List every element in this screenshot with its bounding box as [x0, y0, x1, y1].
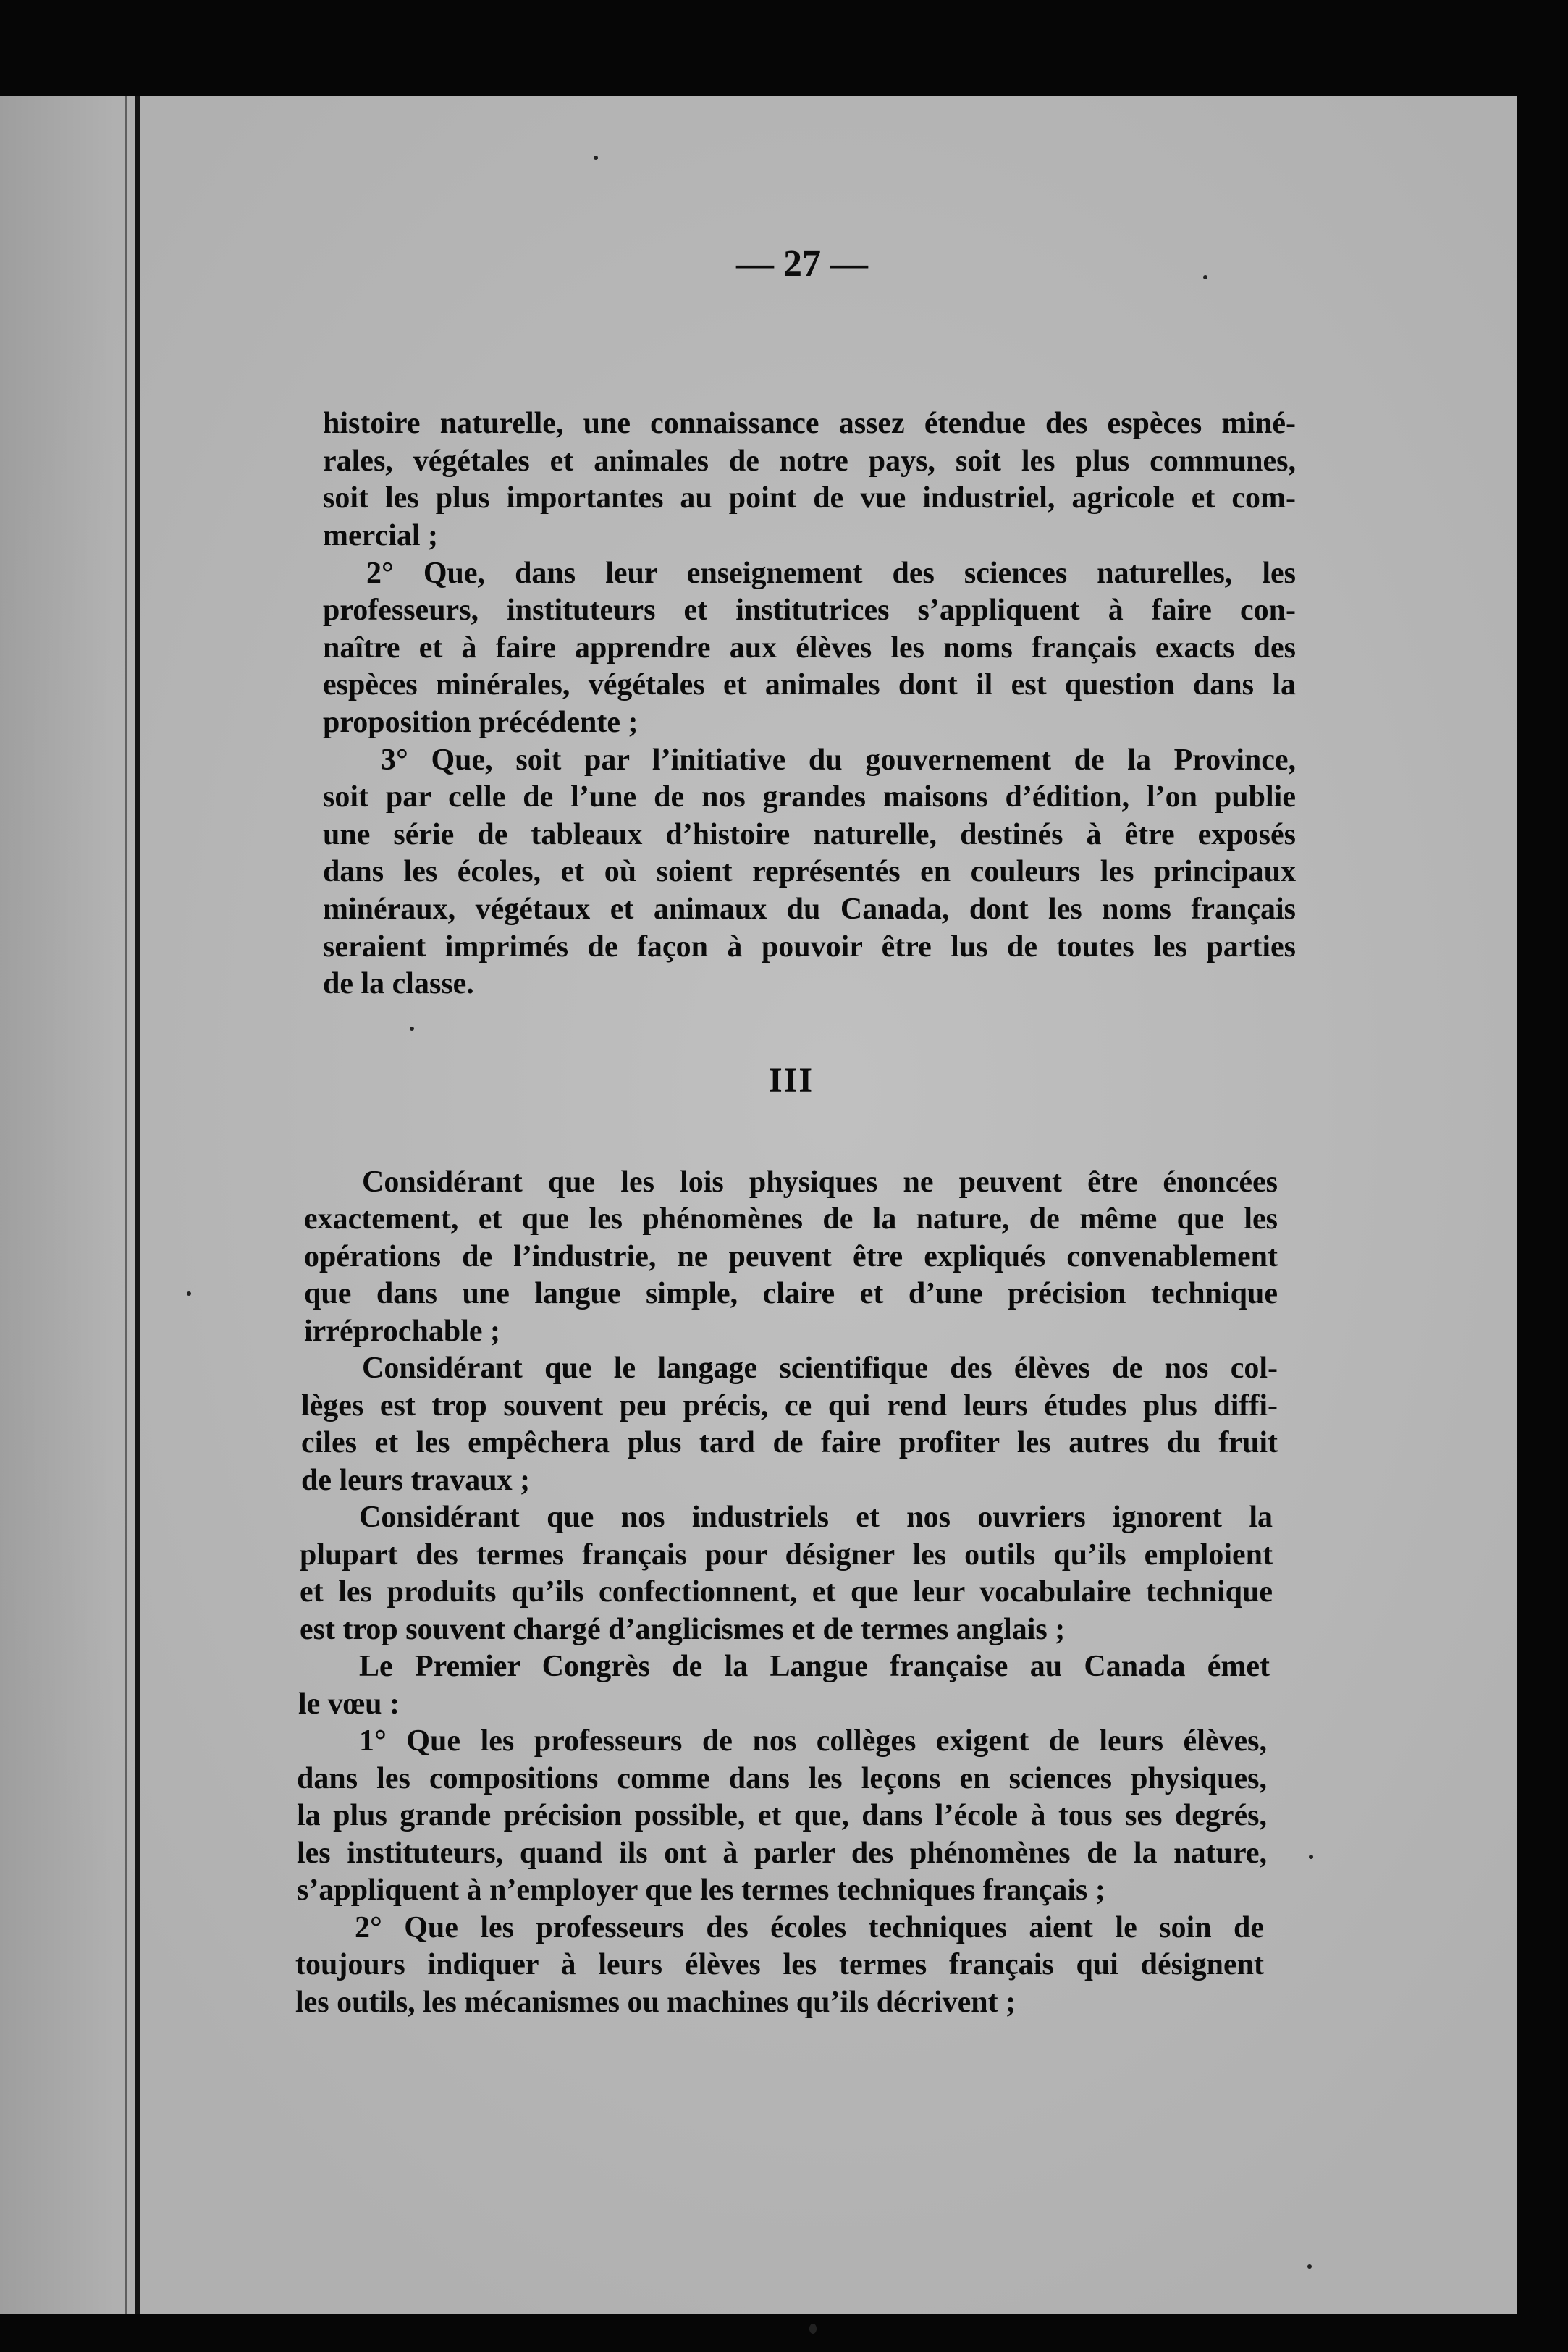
text-line: mercial ;: [323, 519, 438, 552]
page-number: — 27 —: [736, 243, 868, 284]
text-line: exactement, et que les phénomènes de la nature, de même que les: [304, 1202, 1278, 1236]
scan-speck: [1307, 2264, 1312, 2269]
text-line: s’appliquent à n’employer que les termes techniques français ;: [297, 1873, 1105, 1907]
binding-shadow: [125, 96, 127, 2314]
text-line: lèges est trop souvent peu précis, ce qui rend leurs études plus diffi-: [301, 1389, 1278, 1422]
text-line: une série de tableaux d’histoire naturelle, destinés à être exposés: [323, 818, 1296, 851]
scan-speck: [187, 1291, 191, 1296]
scan-speck: [1203, 275, 1207, 279]
text-line: toujours indiquer à leurs élèves les termes français qui désignent: [295, 1948, 1264, 1981]
text-line: histoire naturelle, une connaissance assez étendue des espèces miné-: [323, 407, 1296, 440]
scan-speck: [809, 2324, 817, 2334]
scan-speck: [594, 156, 598, 160]
text-line: et les produits qu’ils confectionnent, et que leur vocabulaire technique: [300, 1575, 1273, 1609]
text-line: la plus grande précision possible, et que, dans l’école à tous ses degrés,: [297, 1799, 1267, 1832]
text-line: ciles et les empêchera plus tard de faire profiter les autres du fruit: [301, 1426, 1278, 1459]
text-line: de la classe.: [323, 967, 474, 1000]
text-line: le vœu :: [298, 1687, 400, 1721]
text-line: professeurs, instituteurs et institutrices s’appliquent à faire con-: [323, 594, 1296, 627]
text-line: de leurs travaux ;: [301, 1464, 531, 1497]
text-line: les outils, les mécanismes ou machines qu’ils décrivent ;: [295, 1986, 1016, 2019]
text-line: minéraux, végétaux et animaux du Canada, dont les noms français: [323, 893, 1296, 926]
text-line: Considérant que les lois physiques ne peuvent être énoncées: [362, 1166, 1278, 1199]
text-line: Considérant que nos industriels et nos ouvriers ignorent la: [359, 1501, 1273, 1534]
text-line: dans les écoles, et où soient représentés en couleurs les principaux: [323, 855, 1296, 888]
binding-edge: [135, 96, 140, 2314]
text-line: irréprochable ;: [304, 1315, 500, 1348]
text-line: les instituteurs, quand ils ont à parler des phénomènes de la nature,: [297, 1837, 1267, 1870]
text-line: proposition précédente ;: [323, 706, 638, 739]
text-line: est trop souvent chargé d’anglicismes et de termes anglais ;: [300, 1613, 1066, 1646]
scan-speck: [410, 1027, 414, 1031]
text-line: que dans une langue simple, claire et d’une précision technique: [304, 1277, 1278, 1310]
scan-speck: [1309, 1855, 1313, 1859]
text-line: plupart des termes français pour désigner les outils qu’ils emploient: [300, 1538, 1273, 1572]
text-line: 3° Que, soit par l’initiative du gouvernement de la Province,: [381, 743, 1296, 777]
text-line: Considérant que le langage scientifique des élèves de nos col-: [362, 1352, 1278, 1385]
text-line: naître et à faire apprendre aux élèves les noms français exacts des: [323, 631, 1296, 665]
text-line: Le Premier Congrès de la Langue française au Canada émet: [359, 1650, 1270, 1683]
text-line: 2° Que, dans leur enseignement des sciences naturelles, les: [366, 557, 1296, 590]
text-line: opérations de l’industrie, ne peuvent être expliqués convenablement: [304, 1240, 1278, 1273]
text-line: rales, végétales et animales de notre pays, soit les plus communes,: [323, 444, 1296, 478]
text-line: 1° Que les professeurs de nos collèges exigent de leurs élèves,: [359, 1724, 1267, 1758]
text-line: dans les compositions comme dans les leçons en sciences physiques,: [297, 1762, 1267, 1795]
text-line: espèces minérales, végétales et animales dont il est question dans la: [323, 668, 1296, 701]
text-line: seraient imprimés de façon à pouvoir être lus de toutes les parties: [323, 930, 1296, 964]
text-line: soit les plus importantes au point de vue industriel, agricole et com-: [323, 481, 1296, 515]
text-line: soit par celle de l’une de nos grandes maisons d’édition, l’on publie: [323, 780, 1296, 814]
text-line: 2° Que les professeurs des écoles techniques aient le soin de: [355, 1911, 1264, 1944]
section-heading: III: [768, 1061, 814, 1100]
